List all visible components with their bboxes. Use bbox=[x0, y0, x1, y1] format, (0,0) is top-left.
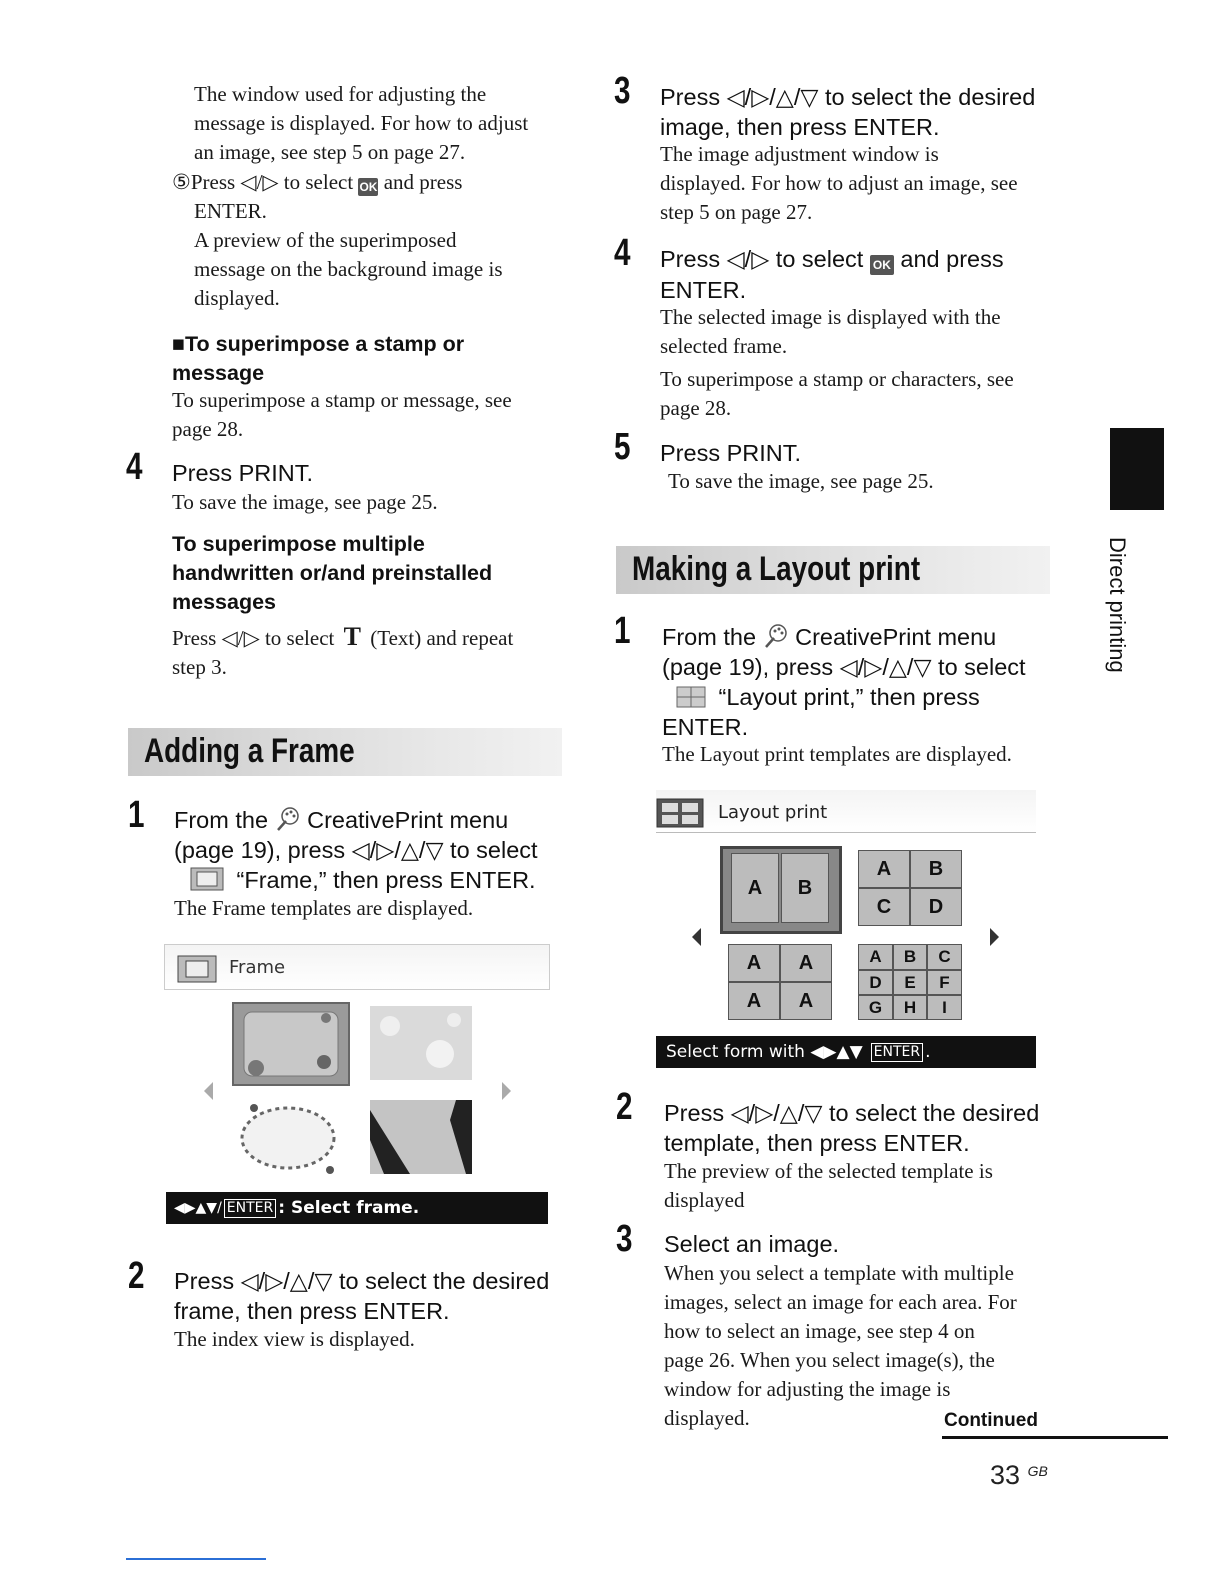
grid-cell: A bbox=[728, 982, 780, 1020]
layout-status-bar: Select form with ◀▶▲▼ ENTER . bbox=[656, 1036, 1036, 1068]
step-number: 1 bbox=[614, 610, 631, 652]
grid-cell: G bbox=[858, 995, 893, 1020]
step-number: 2 bbox=[616, 1086, 633, 1128]
grid-cell: B bbox=[910, 850, 962, 888]
substep-5-enter: ENTER. bbox=[194, 199, 267, 223]
image-step-4-body: The selected image is displayed with the selected frame. bbox=[660, 305, 1001, 358]
frame-step-1-body: The Frame templates are displayed. bbox=[174, 896, 474, 920]
ok-icon: OK bbox=[359, 180, 378, 194]
multi-body: Press ◁/▷ to select T (Text) and repeat step 3. bbox=[172, 622, 514, 679]
step-number: 3 bbox=[614, 70, 631, 112]
layout-template-3[interactable] bbox=[728, 944, 832, 1020]
frame-thumbnail-2[interactable] bbox=[370, 1006, 472, 1080]
right-arrow-icon[interactable] bbox=[502, 1082, 511, 1100]
step-number: 3 bbox=[616, 1218, 633, 1260]
grid-cell: E bbox=[893, 970, 927, 995]
bottom-divider bbox=[126, 1558, 266, 1560]
layout-template-4[interactable] bbox=[858, 944, 962, 1020]
step-number: 1 bbox=[128, 794, 145, 836]
step-number: 5 bbox=[614, 426, 631, 468]
image-step-4-body-2: To superimpose a stamp or characters, see page 28. bbox=[660, 367, 1014, 420]
continued-label: Continued bbox=[944, 1410, 1038, 1431]
layout-screen-header: Layout print bbox=[656, 790, 1036, 833]
layout-step-3: Select an image. bbox=[664, 1231, 840, 1257]
image-step-5-body: To save the image, see page 25. bbox=[668, 469, 934, 493]
section-banner-layout-print: Making a Layout print bbox=[616, 546, 1050, 594]
step-title: Press PRINT. bbox=[172, 460, 314, 486]
stamp-body: To superimpose a stamp or message, see page 28. bbox=[172, 388, 512, 441]
image-step-3-body: The image adjustment window is displayed. For how to adjust an image, see step 5 on page 27. bbox=[660, 142, 1018, 224]
frame-icon bbox=[190, 867, 224, 891]
grid-cell: C bbox=[858, 888, 910, 926]
multi-heading: To superimpose multiple handwritten or/and preinstalled messages bbox=[172, 532, 493, 614]
grid-cell: F bbox=[927, 970, 962, 995]
step-number: 4 bbox=[126, 446, 143, 488]
creativeprint-icon bbox=[763, 623, 789, 649]
text-icon: T bbox=[343, 622, 361, 651]
image-step-3: Press ◁/▷/△/▽ to select the desired image, then press ENTER. bbox=[660, 84, 1036, 140]
frame-screen-header: Frame bbox=[164, 944, 550, 990]
page-number: 33 $^{GB}$ bbox=[990, 1460, 1048, 1490]
layout-step-2: Press ◁/▷/△/▽ to select the desired template, then press ENTER. bbox=[664, 1100, 1040, 1156]
step-number: 4 bbox=[614, 232, 631, 274]
image-step-5: Press PRINT. bbox=[660, 440, 802, 466]
stamp-heading: ■To superimpose a stamp or message bbox=[172, 332, 465, 385]
frame-icon bbox=[177, 955, 217, 983]
layout-step-3-body: When you select a template with multiple images, select an image for each area. For how to select an image, see step 4 on page 26. When you select image(s), the window for adjusting the image is displayed. bbox=[664, 1261, 1017, 1430]
grid-cell: A bbox=[780, 944, 832, 982]
right-arrow-icon[interactable] bbox=[990, 928, 999, 946]
grid-cell: A bbox=[780, 982, 832, 1020]
frame-step-1: From the CreativePrint menu (page 19), press ◁/▷/△/▽ to select “Frame,” then press ENTER. bbox=[174, 807, 538, 893]
frame-status-bar: ◀▶▲▼/ ENTER : Select frame. bbox=[166, 1192, 548, 1224]
left-arrow-icon[interactable] bbox=[204, 1082, 213, 1100]
layout-print-icon bbox=[676, 685, 706, 707]
step-number: 2 bbox=[128, 1255, 145, 1297]
layout-step-1-body: The Layout print templates are displayed. bbox=[662, 742, 1012, 766]
left-arrow-icon[interactable] bbox=[692, 928, 701, 946]
substep-5: ⑤Press ◁/▷ to select OK and press bbox=[172, 170, 463, 194]
grid-cell: B bbox=[893, 944, 927, 970]
continued-rule bbox=[942, 1436, 1168, 1439]
grid-cell: H bbox=[893, 995, 927, 1020]
grid-cell: I bbox=[927, 995, 962, 1020]
side-tab-label: Direct printing bbox=[1105, 537, 1130, 673]
layout-step-2-body: The preview of the selected template is displayed bbox=[664, 1159, 993, 1212]
frame-thumbnail-4[interactable] bbox=[370, 1100, 472, 1174]
layout-template-1[interactable] bbox=[720, 846, 842, 934]
layout-print-icon bbox=[656, 798, 704, 828]
creativeprint-icon bbox=[275, 806, 301, 832]
grid-cell: A bbox=[858, 944, 893, 970]
grid-cell: D bbox=[858, 970, 893, 995]
intro-text: The window used for adjusting the message is displayed. For how to adjust an image, see step 5 on page 27. bbox=[194, 82, 529, 164]
step-body: To save the image, see page 25. bbox=[172, 490, 438, 514]
grid-cell: A bbox=[858, 850, 910, 888]
frame-step-2: Press ◁/▷/△/▽ to select the desired frame, then press ENTER. bbox=[174, 1268, 550, 1324]
preview-text: A preview of the superimposed message on the background image is displayed. bbox=[194, 228, 503, 310]
ok-icon: OK bbox=[870, 255, 894, 275]
frame-thumbnail-3[interactable] bbox=[234, 1100, 342, 1176]
grid-cell: A bbox=[731, 853, 779, 923]
frame-step-2-body: The index view is displayed. bbox=[174, 1327, 415, 1351]
grid-cell: D bbox=[910, 888, 962, 926]
grid-cell: B bbox=[781, 853, 829, 923]
layout-step-1: From the CreativePrint menu (page 19), press ◁/▷/△/▽ to select “Layout print,” then press ENTER. bbox=[662, 624, 1026, 740]
grid-cell: A bbox=[728, 944, 780, 982]
section-banner-adding-frame: Adding a Frame bbox=[128, 728, 562, 776]
side-tab-marker bbox=[1110, 428, 1164, 510]
frame-thumbnail-1[interactable] bbox=[232, 1002, 350, 1086]
layout-template-2[interactable] bbox=[858, 850, 962, 926]
image-step-4: Press ◁/▷ to select OK and press ENTER. bbox=[660, 246, 1004, 303]
grid-cell: C bbox=[927, 944, 962, 970]
